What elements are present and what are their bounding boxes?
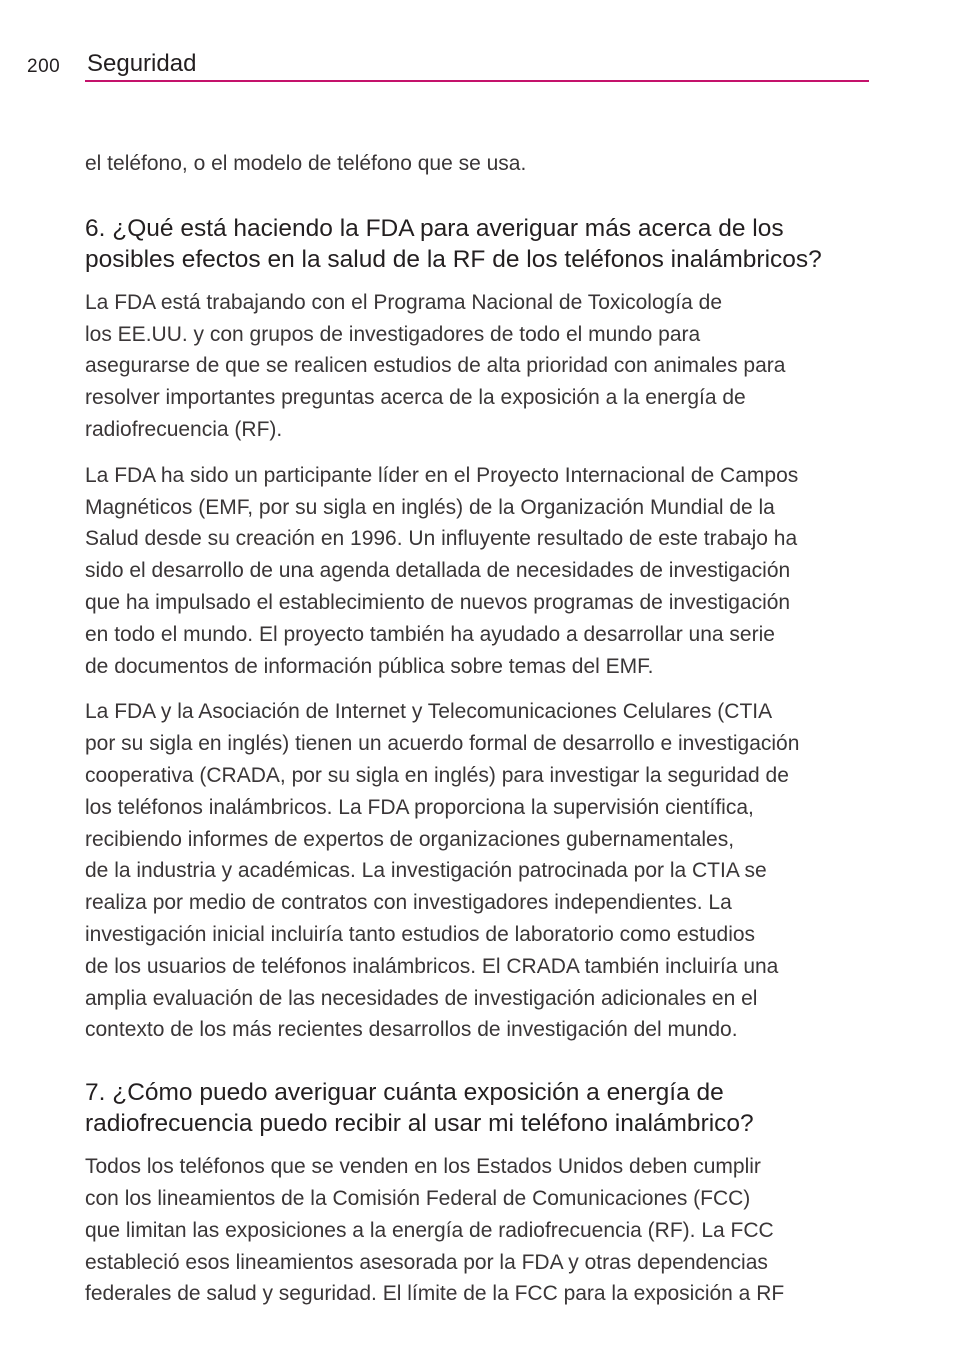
section-title: Seguridad — [87, 50, 197, 77]
header-rule — [85, 80, 869, 82]
page-number: 200 — [27, 56, 61, 77]
question-6-paragraph-1: La FDA está trabajando con el Programa Nacional de Toxicología de los EE.UU. y con grupos de investigadores de todo el mundo para asegurarse de que se realicen estudios de alta prioridad con animales para resolver importantes preguntas acerca de la exposición a la energía de radiofrecuencia (RF). — [85, 290, 786, 441]
question-6-paragraph-2: La FDA ha sido un participante líder en el Proyecto Internacional de Campos Magnéticos (EMF, por su sigla en inglés) de la Organización Mundial de la Salud desde su creación en 1996. Un influyente resultado de este trabajo ha sido el desarrollo de una agenda detallada de necesidades de investigación que ha impulsado el establecimiento de nuevos programas de investigación en todo el mundo. El proyecto también ha ayudado a desarrollar una serie de documentos de información pública sobre temas del EMF. — [85, 463, 799, 678]
question-6-heading: 6. ¿Qué está haciendo la FDA para averiguar más acerca de los posibles efectos en la salud de la RF de los teléfonos inalámbricos? — [85, 214, 822, 273]
question-7-heading: 7. ¿Cómo puedo averiguar cuánta exposición a energía de radiofrecuencia puedo recibir al usar mi teléfono inalámbrico? — [85, 1079, 754, 1138]
question-7-paragraph-1: Todos los teléfonos que se venden en los Estados Unidos deben cumplir con los lineamientos de la Comisión Federal de Comunicaciones (FCC) que limitan las exposiciones a la energía de radiofrecuencia (RF). La FCC estableció esos lineamientos asesorada por la FDA y otras dependencias federales de salud y seguridad. El límite de la FCC para la exposición a RF — [85, 1155, 785, 1306]
continued-text: el teléfono, o el modelo de teléfono que se usa. — [85, 152, 527, 175]
question-6-paragraph-3: La FDA y la Asociación de Internet y Telecomunicaciones Celulares (CTIA por su sigla en inglés) tienen un acuerdo formal de desarrollo e investigación cooperativa (CRADA, por su sigla en inglés) para investigar la seguridad de los teléfonos inalámbricos. La FDA proporciona la supervisión científica, recibiendo informes de expertos de organizaciones gubernamentales, de la industria y académicas. La investigación patrocinada por la CTIA se realiza por medio de contratos con investigadores independientes. La investigación inicial incluiría tanto estudios de laboratorio como estudios de los usuarios de teléfonos inalámbricos. El CRADA también incluiría una amplia evaluación de las necesidades de investigación adicionales en el contexto de los más recientes desarrollos de investigación del mundo. — [85, 700, 800, 1042]
page-content — [85, 148, 875, 1310]
